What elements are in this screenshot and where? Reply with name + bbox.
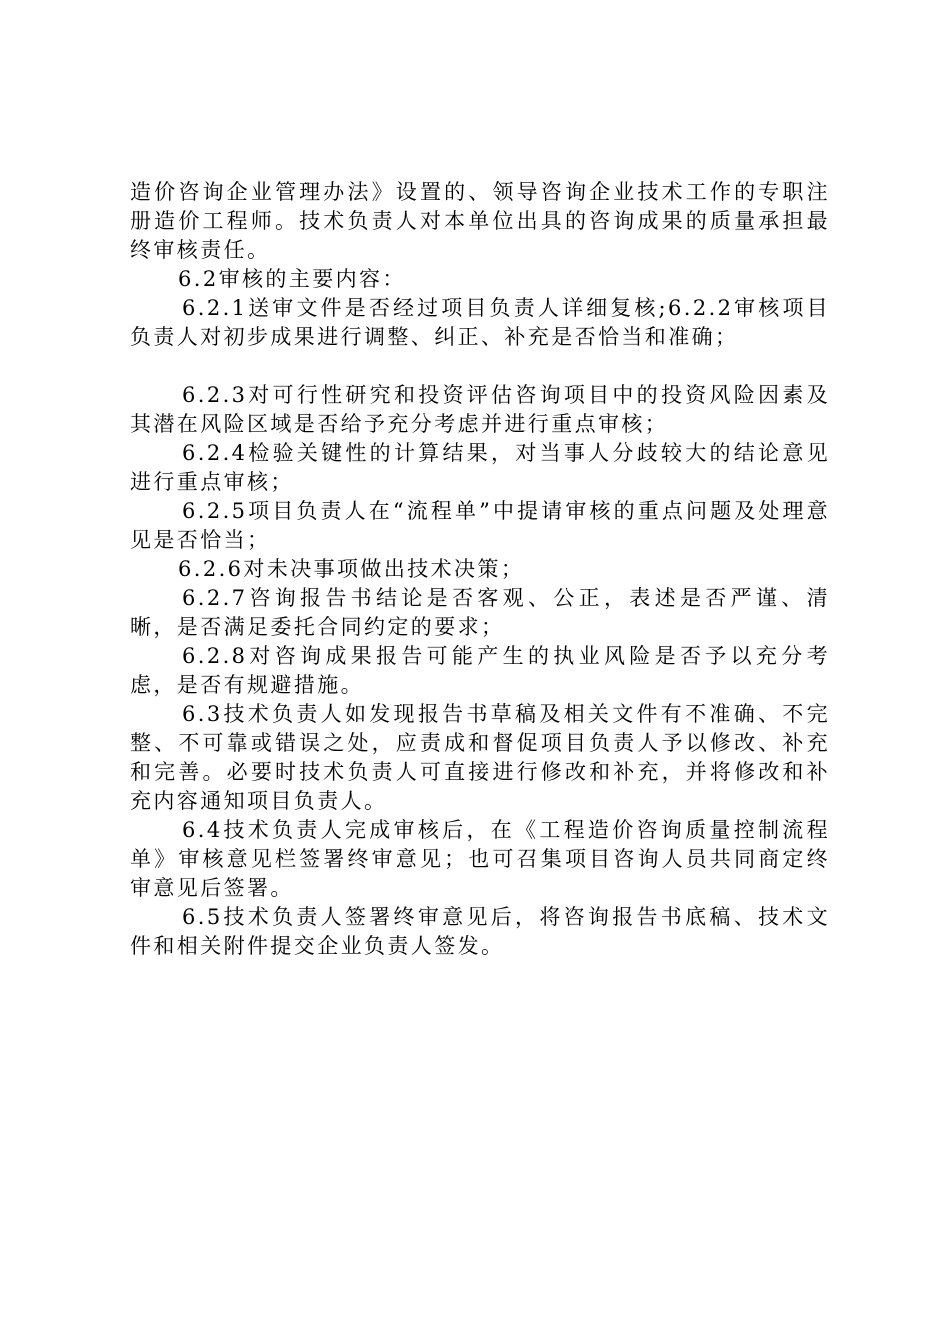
paragraph-6-2-3: 6.2.3对可行性研究和投资评估咨询项目中的投资风险因素及其潜在风险区域是否给予充分考虑并进行重点审核； [130,383,830,436]
paragraph-6-2-5: 6.2.5项目负责人在“流程单”中提请审核的重点问题及处理意见是否恰当； [130,499,830,552]
paragraph-6-5: 6.5技术负责人签署终审意见后，将咨询报告书底稿、技术文件和相关附件提交企业负责人签发。 [130,905,830,958]
paragraph-6-2-7: 6.2.7咨询报告书结论是否客观、公正，表述是否严谨、清晰，是否满足委托合同约定的要求； [130,586,830,639]
paragraph-6-2-8: 6.2.8对咨询成果报告可能产生的执业风险是否予以充分考虑，是否有规避措施。 [130,644,830,697]
paragraph-6-3: 6.3技术负责人如发现报告书草稿及相关文件有不准确、不完整、不可靠或错误之处，应责成和督促项目负责人予以修改、补充和完善。必要时技术负责人可直接进行修改和补充，并将修改和补充内容通知项目负责人。 [130,702,830,813]
paragraph-intro: 造价咨询企业管理办法》设置的、领导咨询企业技术工作的专职注册造价工程师。技术负责人对本单位出具的咨询成果的质量承担最终审核责任。 [130,180,830,262]
paragraph-6-2-6: 6.2.6对未决事项做出技术决策； [178,557,525,581]
paragraph-6-4: 6.4技术负责人完成审核后，在《工程造价咨询质量控制流程单》审核意见栏签署终审意见；也可召集项目咨询人员共同商定终审意见后签署。 [130,818,830,900]
paragraph-6-2-1: 6.2.1送审文件是否经过项目负责人详细复核;6.2.2审核项目负责人对初步成果进行调整、纠正、补充是否恰当和准确； [130,296,830,349]
paragraph-6-2-4: 6.2.4检验关键性的计算结果，对当事人分歧较大的结论意见进行重点审核； [130,441,830,494]
document-body [130,178,830,961]
paragraph-6-2-heading: 6.2审核的主要内容： [178,267,406,291]
